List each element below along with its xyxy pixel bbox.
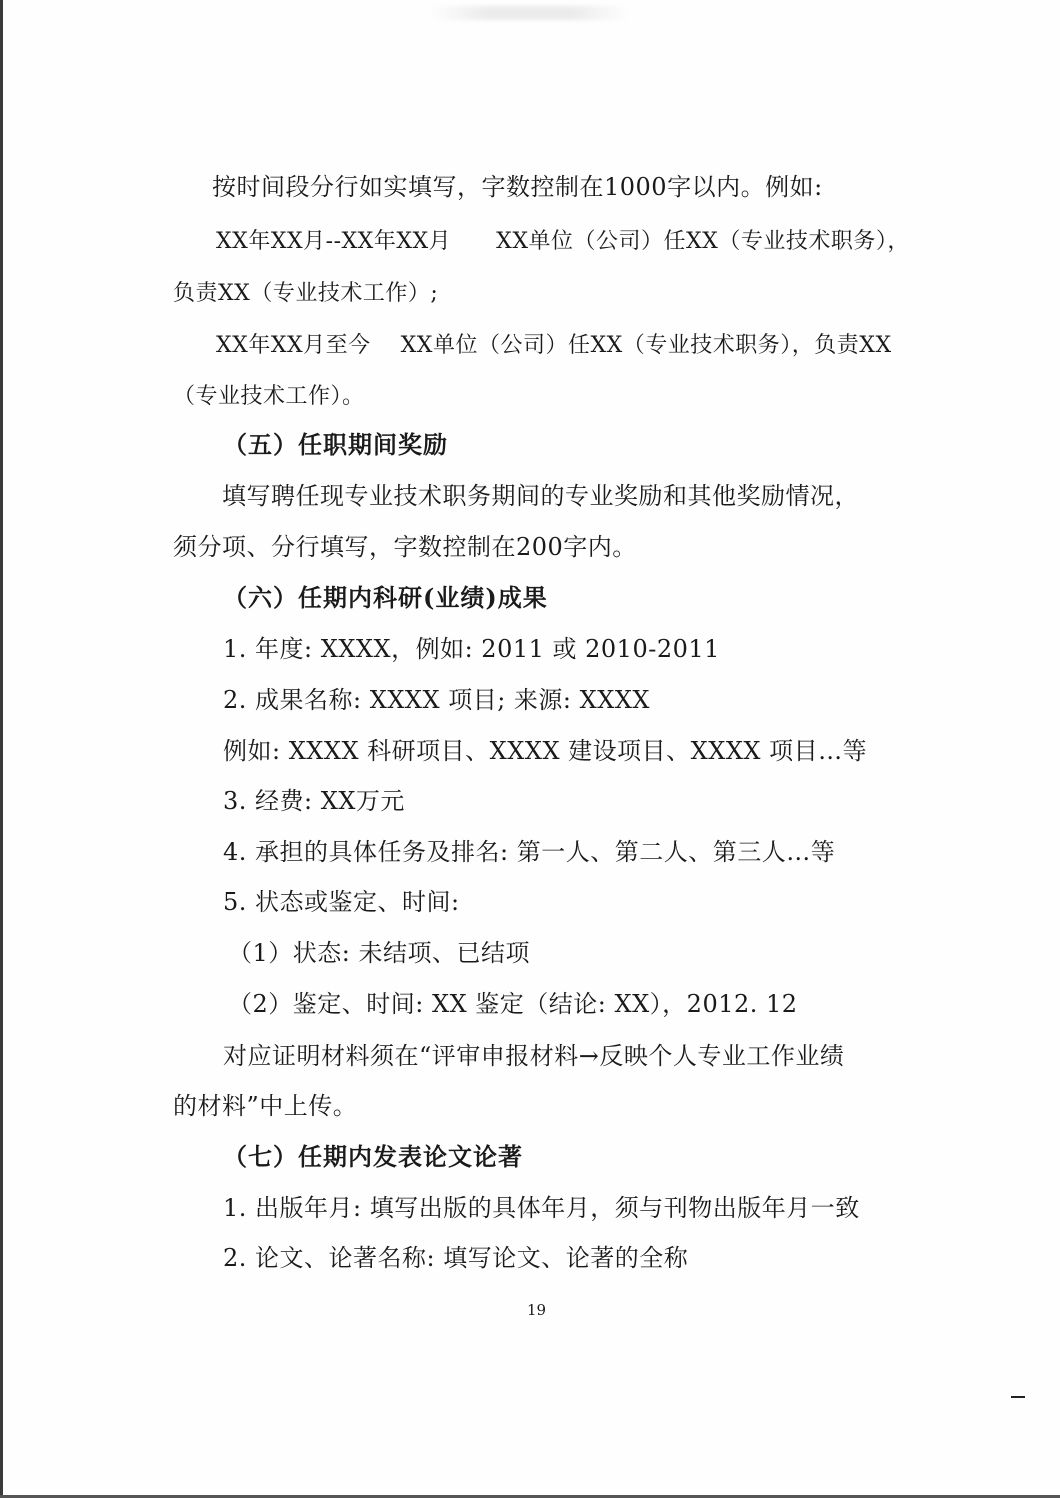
paragraph-line: 例如: XXXX 科研项目、XXXX 建设项目、XXXX 项目…等 — [223, 737, 868, 765]
list-item: 2. 成果名称: XXXX 项目; 来源: XXXX — [223, 686, 650, 714]
paragraph-line: XX年XX月--XX年XX月 XX单位（公司）任XX（专业技术职务）， — [216, 229, 910, 254]
paragraph-line: 须分项、分行填写，字数控制在200字内。 — [173, 533, 637, 561]
paragraph-line: （专业技术工作）。 — [173, 384, 365, 409]
section-heading-5: （五）任职期间奖励 — [223, 430, 448, 459]
list-item: 3. 经费: XX万元 — [223, 787, 405, 815]
paragraph-line: 的材料”中上传。 — [173, 1092, 358, 1120]
paragraph-line: XX年XX月至今 XX单位（公司）任XX（专业技术职务），负责XX — [216, 333, 892, 358]
paragraph-line: 按时间段分行如实填写，字数控制在1000字以内。例如: — [212, 173, 823, 201]
margin-mark — [1011, 1396, 1025, 1398]
list-item: （1）状态: 未结项、已结项 — [228, 939, 530, 967]
list-item: 1. 出版年月: 填写出版的具体年月，须与刊物出版年月一致 — [223, 1194, 860, 1222]
section-heading-6: （六）任期内科研(业绩)成果 — [223, 583, 548, 612]
paragraph-line: 对应证明材料须在“评审申报材料→反映个人专业工作业绩 — [223, 1042, 845, 1070]
paragraph-line: 填写聘任现专业技术职务期间的专业奖励和其他奖励情况， — [222, 482, 859, 510]
paragraph-line: 负责XX（专业技术工作）; — [173, 281, 439, 306]
list-item: 1. 年度: XXXX，例如: 2011 或 2010-2011 — [223, 635, 720, 663]
page-number: 19 — [527, 1301, 547, 1319]
list-item: 2. 论文、论著名称: 填写论文、论著的全称 — [223, 1244, 689, 1272]
scan-bleed-through — [430, 6, 630, 20]
list-item: 4. 承担的具体任务及排名: 第一人、第二人、第三人…等 — [223, 838, 836, 866]
list-item: 5. 状态或鉴定、时间: — [223, 888, 460, 916]
list-item: （2）鉴定、时间: XX 鉴定（结论: XX），2012. 12 — [228, 990, 798, 1018]
section-heading-7: （七）任期内发表论文论著 — [223, 1142, 523, 1171]
scan-left-edge — [0, 0, 3, 1498]
